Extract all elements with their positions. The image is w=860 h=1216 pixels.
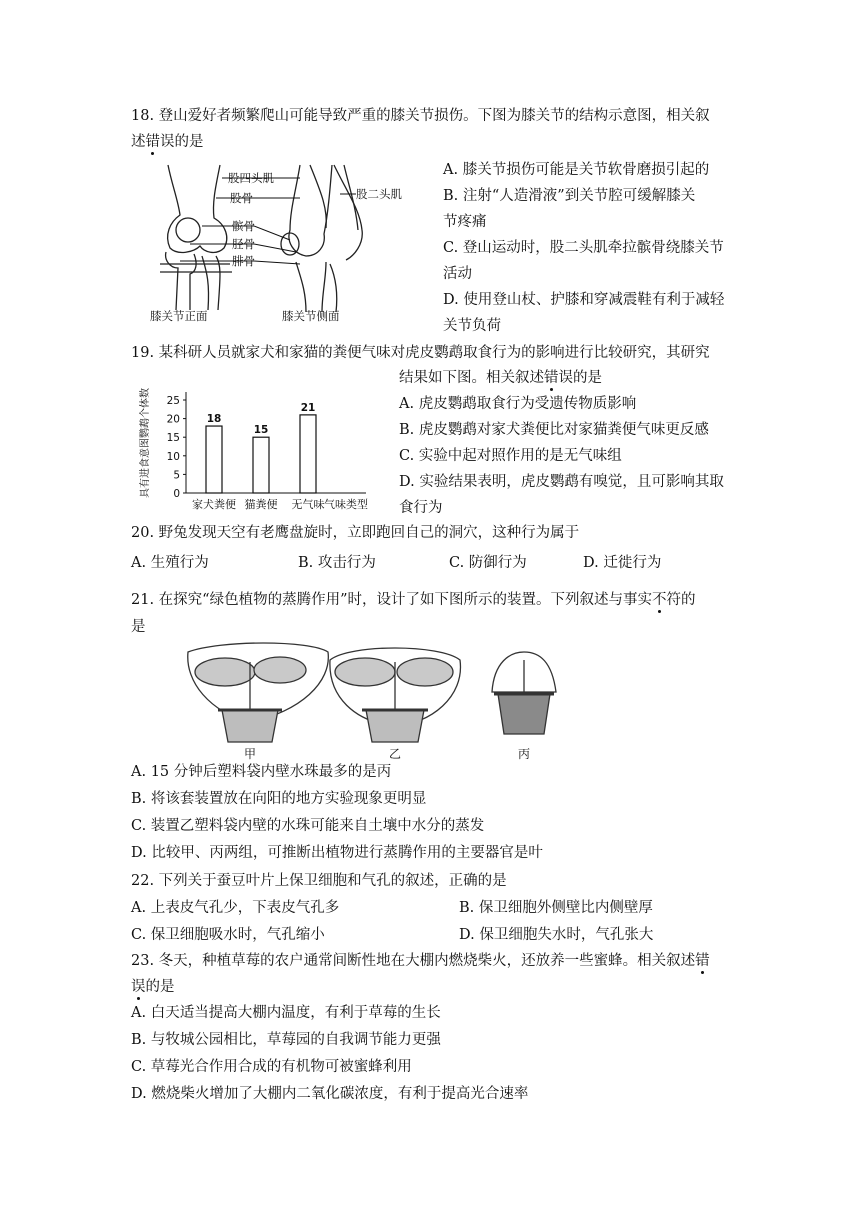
q23-option-c: C. 草莓光合作用合成的有机物可被蜜蜂利用 <box>131 1059 412 1075</box>
y-tick-label: 5 <box>173 469 180 482</box>
x-axis-label: 气味类型 <box>324 498 368 511</box>
bar-data-label: 21 <box>300 401 316 414</box>
label-biceps-femoris: 股二头肌 <box>356 187 402 201</box>
bar-data-label: 18 <box>206 413 222 426</box>
label-knee-front: 膝关节正面 <box>150 309 208 323</box>
q22-option-c: C. 保卫细胞吸水时，气孔缩小 <box>131 927 325 943</box>
q18-option-d-cont: 关节负荷 <box>443 318 501 334</box>
q19-option-b: B. 虎皮鹦鹉对家犬粪便比对家猫粪便气味更反感 <box>399 422 709 438</box>
label-tibia: 胫骨 <box>232 237 255 251</box>
label-fibula: 腓骨 <box>232 254 255 268</box>
q22-option-d: D. 保卫细胞失水时，气孔张大 <box>459 927 654 943</box>
q23-stem-line2: 误的是 <box>131 979 175 995</box>
q19-stem-line1: 19. 某科研人员就家犬和家猫的粪便气味对虎皮鹦鹉取食行为的影响进行比较研究，其研究 <box>131 345 710 361</box>
bar <box>300 415 316 493</box>
q20-option-b: B. 攻击行为 <box>298 555 376 571</box>
label-jia: 甲 <box>243 747 257 761</box>
q18-stem-line2: 述错误的是 <box>131 134 204 150</box>
apparatus-bing <box>492 652 556 734</box>
x-category-label: 家犬粪便 <box>192 498 236 511</box>
bar <box>253 437 269 493</box>
q21-option-c: C. 装置乙塑料袋内壁的水珠可能来自土壤中水分的蒸发 <box>131 818 485 834</box>
knee-front-view <box>160 165 232 310</box>
label-quadriceps: 股四头肌 <box>228 171 274 185</box>
bar <box>206 426 222 493</box>
q23-option-a: A. 白天适当提高大棚内温度，有利于草莓的生长 <box>131 1005 441 1021</box>
apparatus-jia <box>188 643 329 742</box>
emphasis-dot: 错 <box>145 134 160 150</box>
q22-stem: 22. 下列关于蚕豆叶片上保卫细胞和气孔的叙述，正确的是 <box>131 873 507 889</box>
label-femur: 股骨 <box>230 191 253 205</box>
q21-stem-line2: 是 <box>131 619 146 635</box>
emphasis-dot: 误 <box>131 979 146 995</box>
q20-option-c: C. 防御行为 <box>449 555 527 571</box>
label-bing: 丙 <box>517 747 531 761</box>
q18-option-b: B. 注射“人造滑液”到关节腔可缓解膝关 <box>443 188 696 204</box>
q18-option-c: C. 登山运动时，股二头肌牵拉髌骨绕膝关节 <box>443 240 724 256</box>
y-tick-label: 15 <box>166 432 180 445</box>
q19-option-d: D. 实验结果表明，虎皮鹦鹉有嗅觉，且可影响其取 <box>399 474 724 490</box>
bar-data-label: 15 <box>253 424 269 437</box>
q21-option-b: B. 将该套装置放在向阳的地方实验现象更明显 <box>131 791 427 807</box>
y-tick-label: 0 <box>173 488 180 500</box>
q22-option-a: A. 上表皮气孔少，下表皮气孔多 <box>131 900 340 916</box>
knee-joint-diagram <box>150 160 420 325</box>
q20-option-a: A. 生殖行为 <box>131 555 209 571</box>
q20-option-d: D. 迁徙行为 <box>583 555 662 571</box>
transpiration-apparatus-diagram <box>180 642 580 762</box>
q19-stem-line2: 结果如下图。相关叙述错误的是 <box>399 370 602 386</box>
bar-chart <box>128 368 388 518</box>
q20-stem: 20. 野兔发现天空有老鹰盘旋时，立即跑回自己的洞穴，这种行为属于 <box>131 525 580 541</box>
y-tick-label: 25 <box>166 395 180 407</box>
q19-option-a: A. 虎皮鹦鹉取食行为受遗传物质影响 <box>399 396 637 412</box>
q21-stem-line1: 21. 在探究“绿色植物的蒸腾作用”时，设计了如下图所示的装置。下列叙述与事实不符的 <box>131 592 696 608</box>
x-category-label: 猫粪便 <box>244 498 278 511</box>
q21-option-d: D. 比较甲、丙两组，可推断出植物进行蒸腾作用的主要器官是叶 <box>131 845 543 861</box>
emphasis-dot: 错 <box>544 370 559 386</box>
q23-option-b: B. 与牧城公园相比，草莓园的自我调节能力更强 <box>131 1032 441 1048</box>
knee-side-view <box>281 165 362 312</box>
q21-option-a: A. 15 分钟后塑料袋内壁水珠最多的是丙 <box>131 764 392 780</box>
q18-option-b-cont: 节疼痛 <box>443 214 487 230</box>
label-patella: 髌骨 <box>232 219 255 233</box>
emphasis-dot: 不 <box>652 592 667 608</box>
q18-option-d: D. 使用登山杖、护膝和穿减震鞋有利于减轻 <box>443 292 725 308</box>
q19-option-c: C. 实验中起对照作用的是无气味组 <box>399 448 622 464</box>
q23-stem-line1: 23. 冬天，种植草莓的农户通常间断性地在大棚内燃烧柴火，还放养一些蜜蜂。相关叙述错 <box>131 953 710 969</box>
y-tick-label: 10 <box>166 450 180 463</box>
q22-option-b: B. 保卫细胞外侧壁比内侧壁厚 <box>459 900 653 916</box>
q23-option-d: D. 燃烧柴火增加了大棚内二氧化碳浓度，有利于提高光合速率 <box>131 1086 529 1102</box>
y-tick-label: 20 <box>166 413 180 426</box>
q18-option-c-cont: 活动 <box>443 266 472 282</box>
q18-option-a: A. 膝关节损伤可能是关节软骨磨损引起的 <box>443 162 710 178</box>
emphasis-dot: 错 <box>695 953 710 969</box>
label-yi: 乙 <box>388 747 402 761</box>
label-knee-side: 膝关节侧面 <box>282 309 340 323</box>
x-category-label: 无气味 <box>291 498 325 511</box>
apparatus-yi <box>330 648 461 742</box>
y-axis-label: 具有进食意图鹦鹉个体数 <box>140 388 151 498</box>
q19-option-d-cont: 食行为 <box>399 500 443 516</box>
q18-stem-line1: 18. 登山爱好者频繁爬山可能导致严重的膝关节损伤。下图为膝关节的结构示意图，相关叙 <box>131 108 710 124</box>
